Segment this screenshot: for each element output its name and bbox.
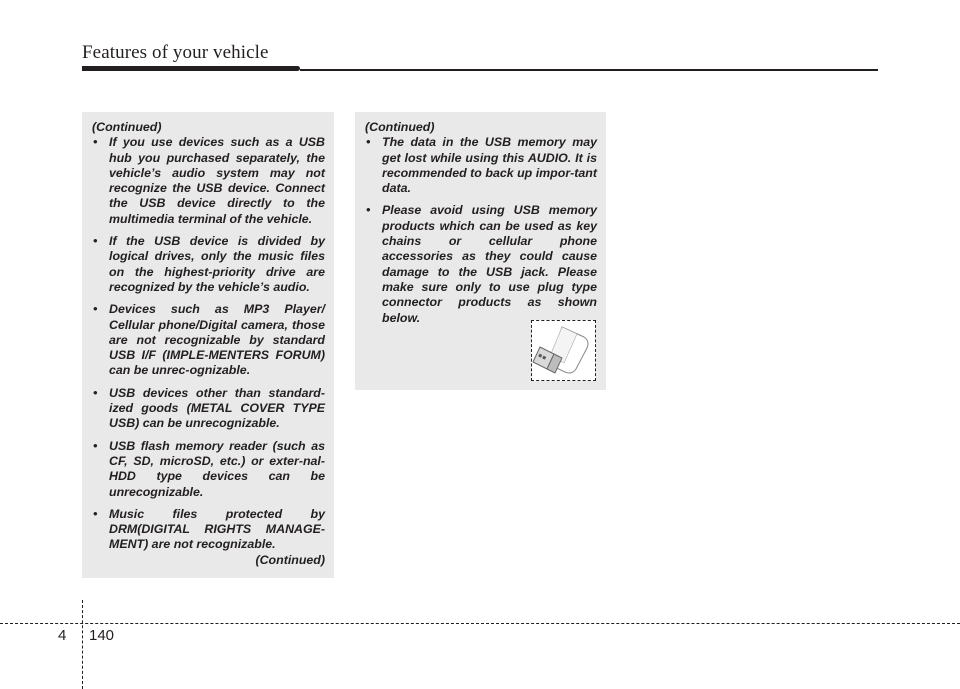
list-item: • Devices such as MP3 Player/ Cellular phone/Digital camera, those are not recognizable by standard USB I/F (IMPLE-MENTERS FORUM) can be unrec-ognizable. (92, 302, 325, 378)
header-rule-thin (300, 69, 878, 71)
list-item: • The data in the USB memory may get lost while using this AUDIO. It is recommended to back up impor-tant data. (365, 135, 597, 196)
notes-list-right (365, 135, 597, 326)
header-rule-thick (82, 66, 300, 71)
page-header-title: Features of your vehicle (82, 42, 269, 63)
list-item: • Music files protected by DRM(DIGITAL RIGHTS MANAGE-MENT) are not recognizable. (92, 507, 325, 553)
usb-plug-figure (531, 320, 596, 381)
notes-list-left (92, 135, 325, 552)
footer-divider (82, 600, 83, 689)
list-item: • If the USB device is divided by logical drives, only the music files on the highest-priority drive are recognized by the vehicle’s audio. (92, 234, 325, 295)
footer-rule (0, 623, 960, 624)
list-item: • If you use devices such as a USB hub you purchased separately, the vehicle’s audio system may not recognize the USB device. Connect the USB device directly to the multimedia terminal of the vehicle. (92, 135, 325, 227)
caution-box-left (82, 112, 334, 578)
continued-label-bottom: (Continued) (255, 552, 325, 567)
list-item: • Please avoid using USB memory products which can be used as key chains or cellular phone accessories as they could cause damage to the USB jack. Please make sure only to use plug type connector products as shown below. (365, 203, 597, 325)
continued-label-top: (Continued) (365, 120, 435, 134)
chapter-number: 4 (58, 627, 67, 644)
list-item: • USB flash memory reader (such as CF, SD, microSD, etc.) or exter-nal-HDD type devices can be unrecognizable. (92, 439, 325, 500)
list-item: • USB devices other than standard-ized goods (METAL COVER TYPE USB) can be unrecognizable. (92, 386, 325, 432)
page-number: 140 (89, 627, 115, 644)
continued-label-top: (Continued) (92, 120, 162, 134)
usb-plug-icon (532, 321, 594, 379)
